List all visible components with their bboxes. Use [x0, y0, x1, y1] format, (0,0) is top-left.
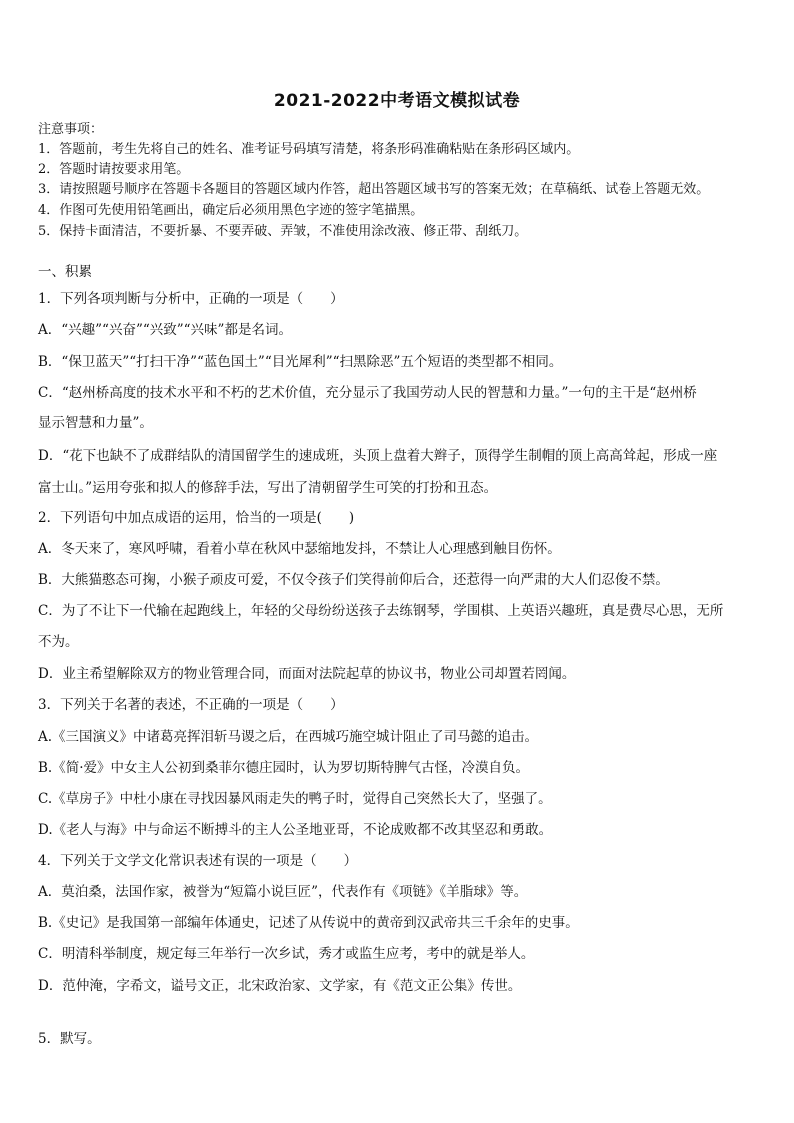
- notice-item-1: 1．答题前，考生先将自己的姓名、准考证号码填写清楚，将条形码准确粘贴在条形码区域内。: [38, 142, 580, 157]
- question-1-option-c-line-2: 显示智慧和力量”。: [38, 415, 153, 431]
- notice-heading: 注意事项：: [38, 122, 104, 137]
- question-3-option-b: B.《简·爱》中女主人公初到桑菲尔德庄园时，认为罗切斯特脾气古怪，冷漠自负。: [38, 760, 530, 776]
- notice-item-2: 2．答题时请按要求用笔。: [38, 162, 190, 177]
- question-3-stem: 3．下列关于名著的表述，不正确的一项是（ ）: [38, 697, 344, 713]
- question-4-option-b: B.《史记》是我国第一部编年体通史，记述了从传说中的黄帝到汉武帝共三千余年的史事。: [38, 915, 579, 931]
- question-1-option-a: A．“兴趣”“兴奋”“兴致”“兴味”都是名词。: [38, 322, 292, 338]
- question-2-option-b: B．大熊猫憨态可掬，小猴子顽皮可爱，不仅令孩子们笑得前仰后合，还惹得一向严肃的大人们忍俊不禁。: [38, 572, 669, 588]
- question-4-stem: 4．下列关于文学文化常识表述有误的一项是（ ）: [38, 853, 358, 869]
- question-1-option-d-line-2: 富士山。”运用夸张和拟人的修辞手法，写出了清朝留学生可笑的打扮和丑态。: [38, 480, 498, 496]
- question-1-stem: 1．下列各项判断与分析中，正确的一项是（ ）: [38, 291, 344, 307]
- question-2-option-a: A．冬天来了，寒风呼啸，看着小草在秋风中瑟缩地发抖，不禁让人心理感到触目伤怀。: [38, 541, 561, 557]
- question-4-option-c: C．明清科举制度，规定每三年举行一次乡试，秀才或监生应考，考中的就是举人。: [38, 946, 535, 962]
- notice-item-5: 5．保持卡面清洁，不要折暴、不要弄破、弄皱，不准使用涂改液、修正带、刮纸刀。: [38, 224, 528, 239]
- question-2-option-c-line-1: C．为了不让下一代输在起跑线上，年轻的父母纷纷送孩子去练钢琴，学围棋、上英语兴趣班，真是费尽心思，无所: [38, 603, 724, 619]
- question-2-option-c-line-2: 不为。: [38, 634, 79, 650]
- question-5-stem: 5．默写。: [38, 1031, 101, 1047]
- section-heading-accumulation: 一、积累: [38, 264, 92, 280]
- question-4-option-a: A．莫泊桑，法国作家，被誉为“短篇小说巨匠”，代表作有《项链》《羊脂球》等。: [38, 884, 528, 900]
- question-2-stem: 2．下列语句中加点成语的运用，恰当的一项是( ): [38, 510, 355, 526]
- question-1-option-c-line-1: C．“赵州桥高度的技术水平和不朽的艺术价值，充分显示了我国劳动人民的智慧和力量。”一句的主干是“赵州桥: [38, 385, 697, 401]
- question-3-option-d: D.《老人与海》中与命运不断搏斗的主人公圣地亚哥，不论成败都不改其坚忍和勇敢。: [38, 822, 553, 838]
- question-3-option-c: C.《草房子》中杜小康在寻找因暴风雨走失的鸭子时，觉得自己突然长大了，坚强了。: [38, 791, 552, 807]
- notice-item-4: 4．作图可先使用铅笔画出，确定后必须用黑色字迹的签字笔描黑。: [38, 203, 424, 218]
- question-2-option-d: D．业主希望解除双方的物业管理合同，而面对法院起草的协议书，物业公司却置若罔闻。: [38, 666, 576, 682]
- question-1-option-b: B．“保卫蓝天”“打扫干净”“蓝色国土”“目光犀利”“扫黑除恶”五个短语的类型都不相同。: [38, 354, 563, 370]
- notice-item-3: 3．请按照题号顺序在答题卡各题目的答题区域内作答，超出答题区域书写的答案无效；在草稿纸、试卷上答题无效。: [38, 182, 710, 197]
- question-1-option-d-line-1: D．“花下也缺不了成群结队的清国留学生的速成班，头顶上盘着大辫子，顶得学生制帽的顶上高高耸起，形成一座: [38, 448, 718, 464]
- question-3-option-a: A.《三国演义》中诸葛亮挥泪斩马谡之后，在西城巧施空城计阻止了司马懿的追击。: [38, 729, 539, 745]
- exam-title: 2021-2022中考语文模拟试卷: [273, 91, 521, 111]
- question-4-option-d: D．范仲淹，字希文，谥号文正，北宋政治家、文学家，有《范文正公集》传世。: [38, 978, 522, 994]
